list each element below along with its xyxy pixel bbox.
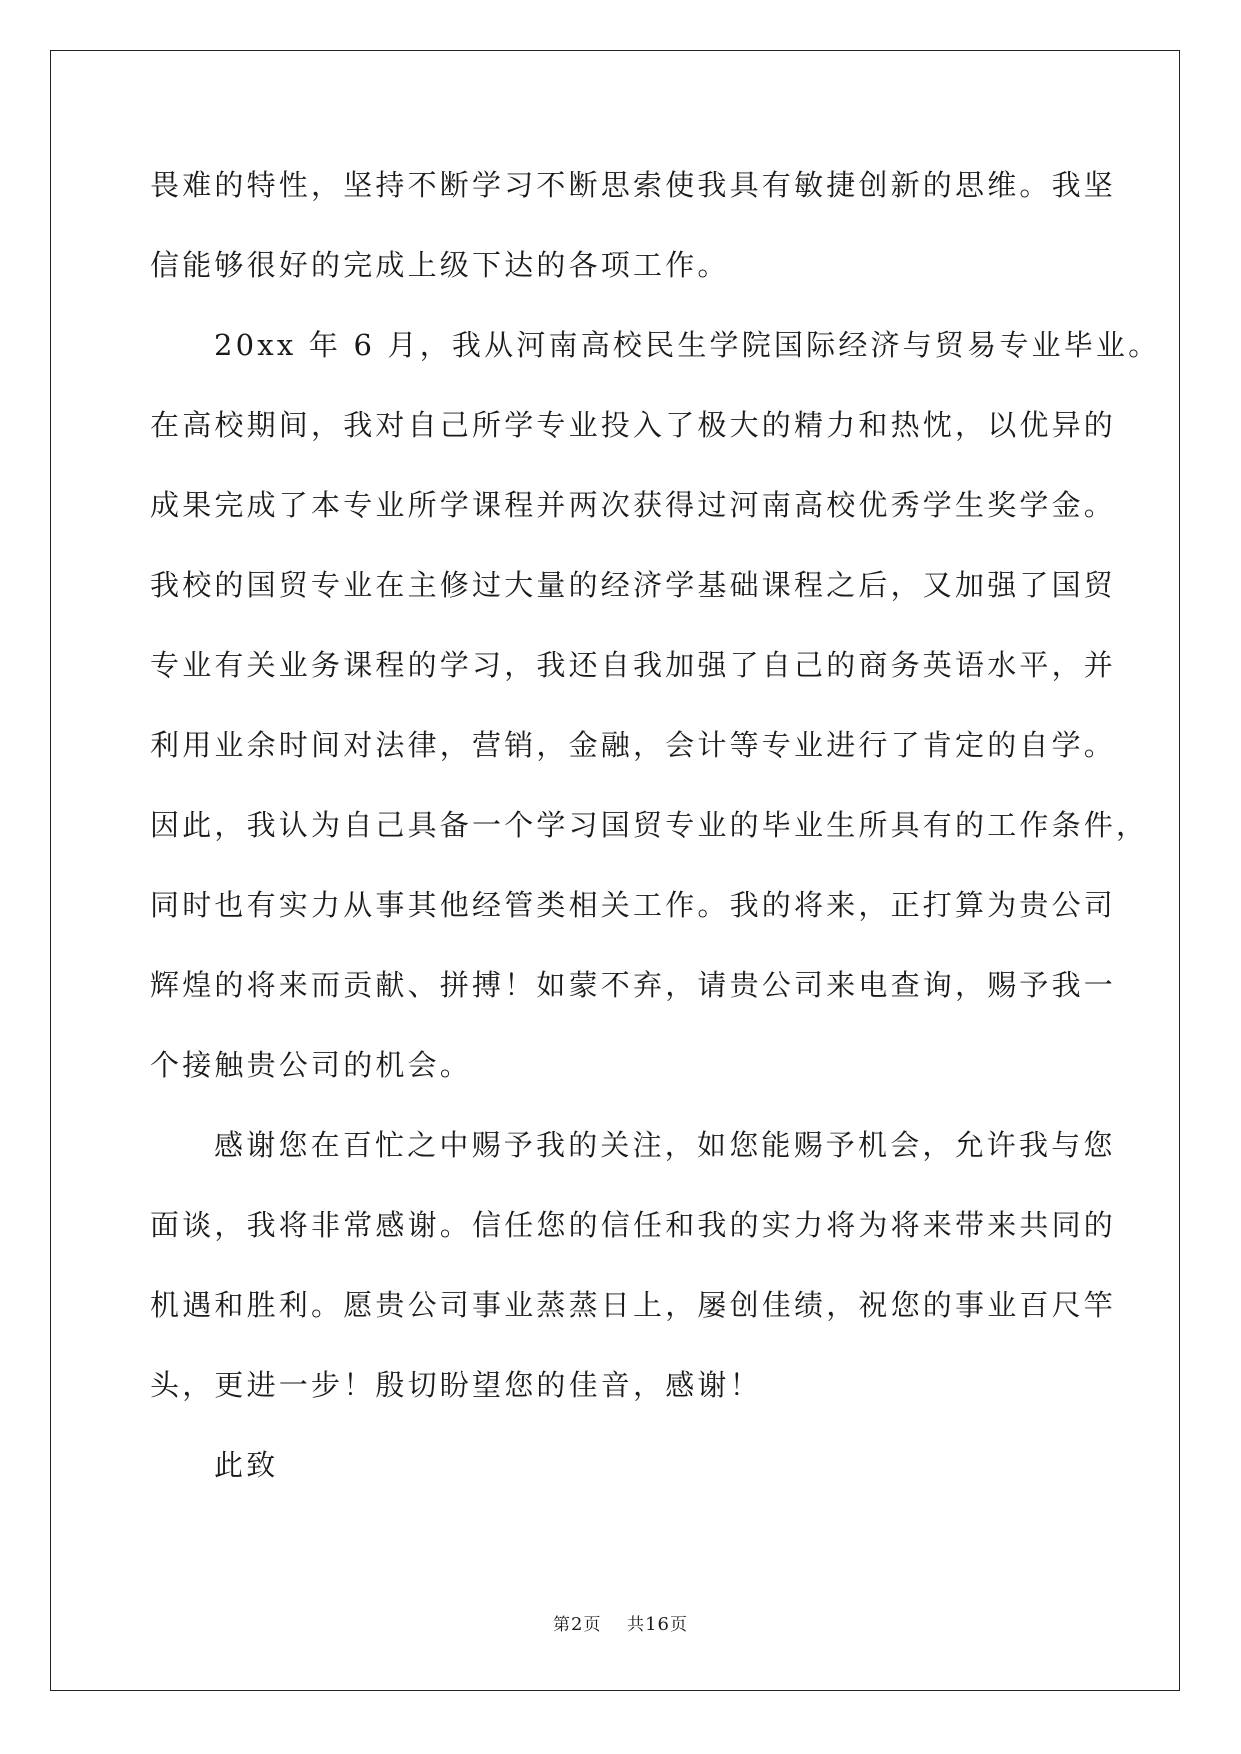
text-line: 专业有关业务课程的学习，我还自我加强了自己的商务英语水平，并	[150, 648, 1117, 682]
paragraph-start-line: 20xx 年 6 月，我从河南高校民生学院国际经济与贸易专业毕业。	[214, 328, 1161, 362]
text-line: 成果完成了本专业所学课程并两次获得过河南高校优秀学生奖学金。	[150, 488, 1117, 522]
text-line: 头，更进一步！殷切盼望您的佳音，感谢！	[150, 1368, 762, 1402]
text-line: 同时也有实力从事其他经管类相关工作。我的将来，正打算为贵公司	[150, 888, 1117, 922]
page-suffix: 页	[583, 1615, 602, 1635]
text-line: 在高校期间，我对自己所学专业投入了极大的精力和热忱，以优异的	[150, 408, 1117, 442]
text-line: 个接触贵公司的机会。	[150, 1048, 473, 1082]
text-line: 辉煌的将来而贡献、拼搏！如蒙不弃，请贵公司来电查询，赐予我一	[150, 968, 1117, 1002]
text-line: 我校的国贸专业在主修过大量的经济学基础课程之后，又加强了国贸	[150, 568, 1117, 602]
current-page-number: 2	[571, 1614, 584, 1635]
text-line: 畏难的特性，坚持不断学习不断思索使我具有敏捷创新的思维。我坚	[150, 168, 1117, 202]
text-line: 利用业余时间对法律，营销，金融，会计等专业进行了肯定的自学。	[150, 728, 1117, 762]
total-prefix: 共	[627, 1615, 646, 1635]
closing-salutation: 此致	[214, 1448, 279, 1482]
page-footer	[0, 1610, 1241, 1635]
text-line: 因此，我认为自己具备一个学习国贸专业的毕业生所具有的工作条件，	[150, 808, 1149, 842]
text-line: 机遇和胜利。愿贵公司事业蒸蒸日上，屡创佳绩，祝您的事业百尺竿	[150, 1288, 1117, 1322]
total-suffix: 页	[669, 1615, 688, 1635]
paragraph-start-line: 感谢您在百忙之中赐予我的关注，如您能赐予机会，允许我与您	[214, 1128, 1116, 1162]
document-body	[150, 160, 1161, 1520]
text-line: 信能够很好的完成上级下达的各项工作。	[150, 248, 730, 282]
text-line: 面谈，我将非常感谢。信任您的信任和我的实力将为将来带来共同的	[150, 1208, 1117, 1242]
page-prefix: 第	[553, 1615, 571, 1635]
total-page-count: 16	[645, 1614, 670, 1635]
